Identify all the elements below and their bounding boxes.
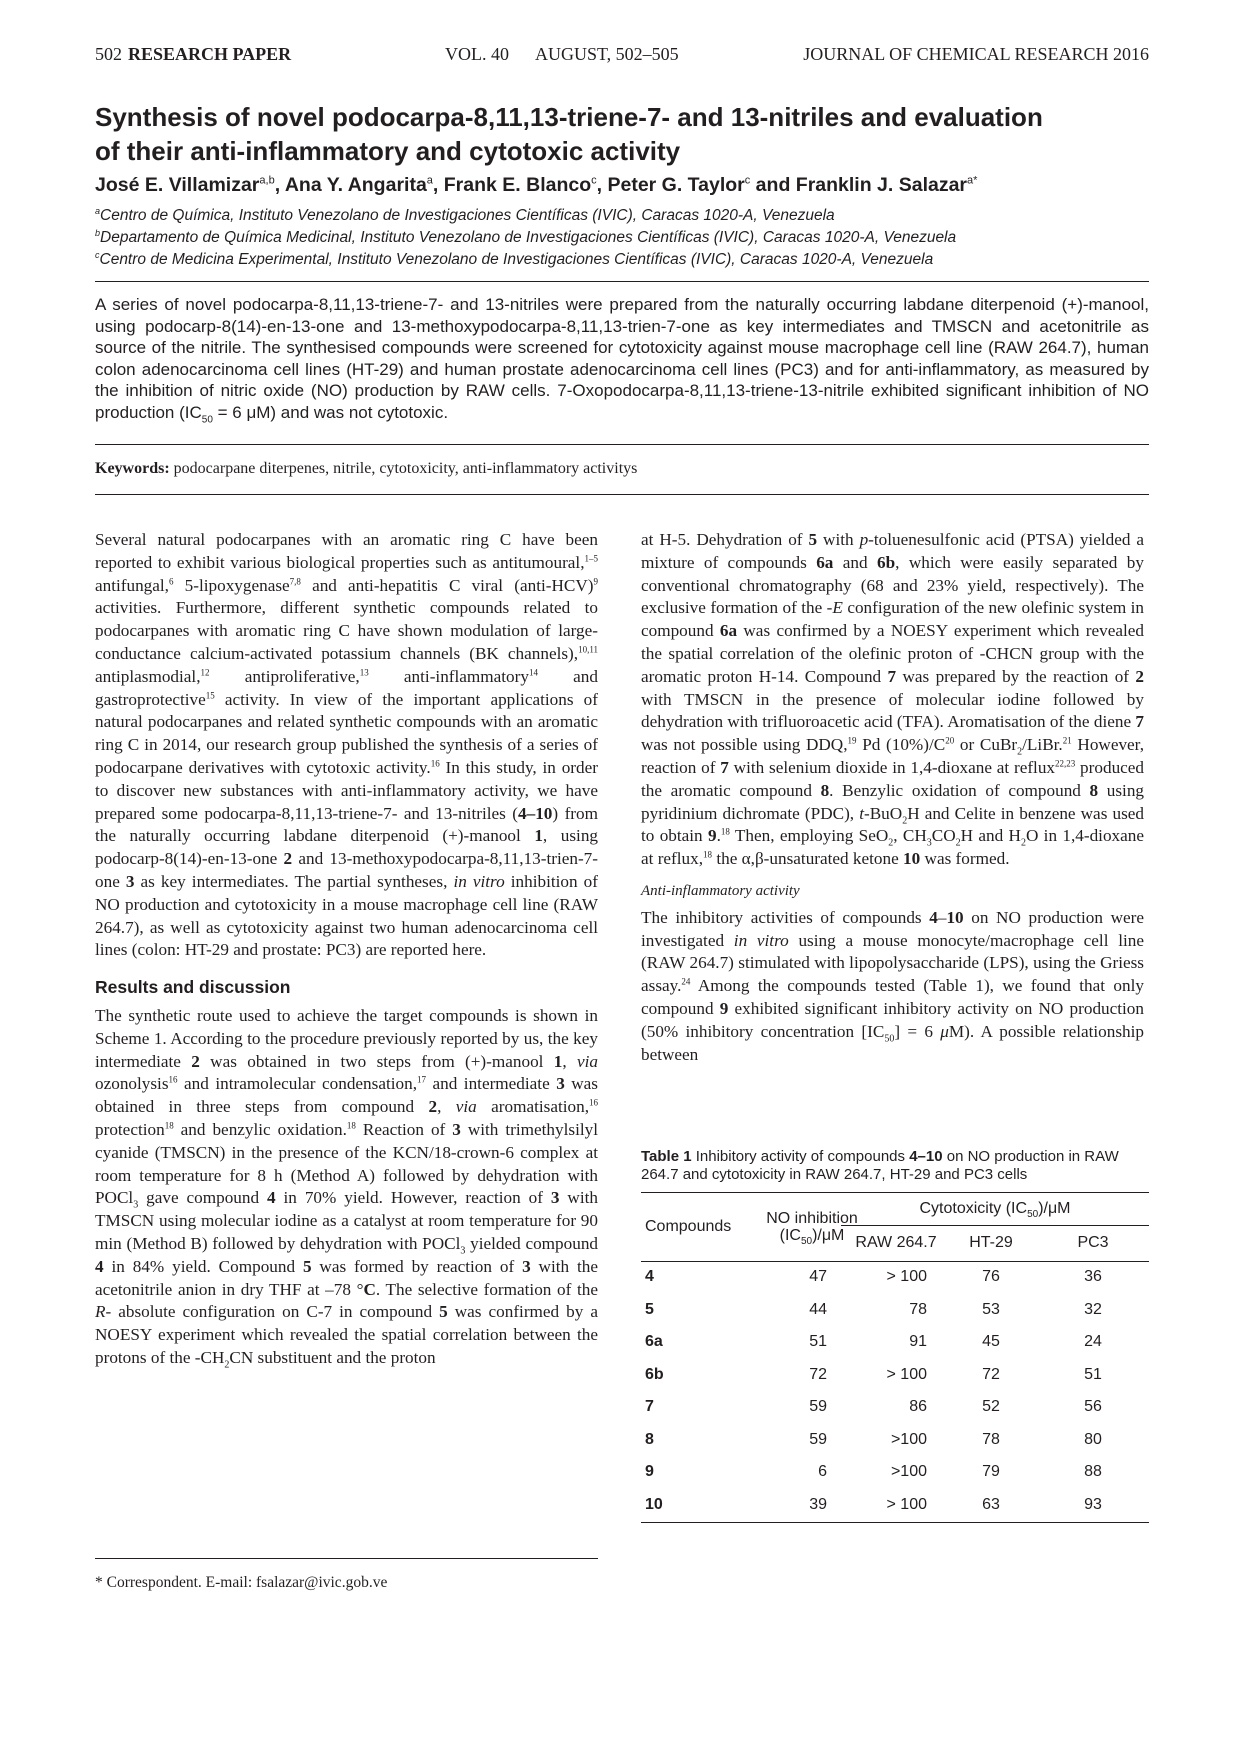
journal-name: JOURNAL OF CHEMICAL RESEARCH 2016 (803, 44, 1149, 64)
footnote: * Correspondent. E-mail: fsalazar@ivic.gob.ve (95, 1574, 388, 1591)
header-ht29: HT-29 (969, 1234, 1013, 1251)
cell-compound: 6a (645, 1333, 663, 1350)
cell-compound: 5 (645, 1300, 654, 1318)
author-separator: , (274, 174, 285, 196)
keywords: Keywords: podocarpane diterpenes, nitrile, cytotoxicity, anti-inflammatory activitys (95, 460, 638, 477)
body-column-left: Several natural podocarpanes with an aromatic ring C have been reported to exhibit various biological properties such as antitumoural,$^{1-5}$ antifungal,$^6$ 5-lipoxygenase$^{7,8}$ and anti-hepatitis C viral (anti-HCV)$^9$ activities. Furthermore, different synthetic compounds related to podocarpanes with aromatic ring C have shown modulation of large-conductance calcium-activated potassium channels (BK channels),$^{10,11}$ antiplasmodial,$^{12}$ antiproliferative,$^{13}$ anti-inflammatory$^{14}$ and gastroprotective$^{15}$ activity. In view of the important applications of natural podocarpanes and related synthetic compounds with an aromatic ring C in 2014, our research group published the synthesis of a series of podocarpane derivatives with cytotoxic activity.$^{16}$ In this study, in order to discover new substances with anti-inflammatory activity, we have prepared some podocarpa-8,11,13-triene-7- and 13-nitriles (4–10) from the naturally occurring labdane diterpenoid (+)-manool 1, using podocarp-8(14)-en-13-one 2 and 13-methoxypodocarpa-8,11,13-trien-7-one 3 as key intermediates. The partial syntheses, in vitro inhibition of NO production and cytotoxicity in a mouse macrophage cell line (RAW 264.7), as well as cytotoxicity against two human adenocarcinoma cell lines (colon: HT-29 and prostate: PC3) are reported here. Results and discussion The synthetic route used to achieve the target compounds is shown in Scheme 1. According to the procedure previously reported by us, the key intermediate 2 was obtained in two steps from (+)-manool 1, via ozonolysis$^{16}$ and intramolecular condensation,$^{17}$ and intermediate 3 was obtained in three steps from compound 2, via aromatisation,$^{16}$ protection$^{18}$ and benzylic oxidation.$^{18}$ Reaction of 3 with trimethylsilyl cyanide (TMSCN) in the presence of the KCN/18-crown-6 complex at room temperature for 8 h (Method A) followed by dehydration with POCl$_3$ gave compound 4 in 70% yield. However, reaction of 3 with TMSCN using molecular iodine as a catalyst at room temperature for 90 min (Method B) followed by dehydration with POCl$_3$ yielded compound 4 in 84% yield. Compound 5 was formed by reaction of 3 with the acetonitrile anion in dry THF at –78 °C. The selective formation of the R- absolute configuration on C-7 in compound 5 was confirmed by a NOESY experiment which revealed the spatial correlation between the protons of the $-CH_2CN$ substituent and the proton (95, 530, 599, 1371)
affiliation-b: $^b$Departamento de Química Medicinal, Instituto Venezolano de Investigaciones Científicas (IVIC), Caracas 1020-A, Venezuela (95, 228, 957, 247)
cell-ht29: 79 (982, 1463, 1000, 1480)
article-title: Synthesis of novel podocarpa-8,11,13-triene-7- and 13-nitriles and evaluation of their anti-inflammatory and cytotoxic activity (95, 102, 1043, 166)
author-separator: , (596, 174, 608, 196)
author-affiliation-mark: c (744, 174, 751, 187)
section-heading-anti-inflammatory: Anti-inflammatory activity (641, 882, 800, 899)
header-no-inhibition: NO inhibition $(IC_{50})/\mu M$ (766, 1210, 858, 1248)
abstract: A series of novel podocarpa-8,11,13-triene-7- and 13-nitriles were prepared from the naturally occurring labdane diterpenoid (+)-manool, using podocarp-8(14)-en-13-one and 13-methoxypodocarpa-8,11,13-trien-7-one as key intermediates and TMSCN and acetonitrile as source of the nitrile. The synthesised compounds were screened for cytotoxicity against mouse macrophage cell line (RAW 264.7), human colon adenocarcinoma cell lines (HT-29) and human prostate adenocarcinoma cell lines (PC3) and for anti-inflammatory, as measured by the inhibition of nitric oxide (NO) production by RAW cells. 7-Oxopodocarpa-8,11,13-triene-13-nitrile exhibited significant inhibition of NO production ($IC_{50} = 6$ μM) and was not cytotoxic. (95, 295, 1149, 425)
author-affiliation-mark: c (591, 174, 597, 187)
divider (95, 444, 1149, 445)
author-separator: , (432, 174, 444, 196)
header-compounds: Compounds (645, 1218, 732, 1235)
affiliation-c: $^c$Centro de Medicina Experimental, Instituto Venezolano de Investigaciones Científicas (IVIC), Caracas 1020-A, Venezuela (95, 250, 934, 269)
cell-pc3: 88 (1084, 1463, 1102, 1480)
cell-ht29: 45 (982, 1333, 1000, 1350)
cell-compound: 9 (645, 1463, 654, 1480)
cell-raw: >100 (890, 1463, 927, 1480)
author-name: José E. Villamizar (95, 174, 260, 196)
cell-pc3: 32 (1084, 1300, 1102, 1318)
table-caption: Table 1 Inhibitory activity of compounds 4–10 on NO production in RAW 264.7 and cytotoxicity in RAW 264.7, HT-29 and PC3 cells (641, 1148, 1119, 1183)
cell-raw: 91 (909, 1333, 927, 1350)
cell-no-inhibition: 72 (809, 1365, 827, 1383)
footnote-rule (95, 1558, 598, 1559)
header-raw: RAW 264.7 (855, 1234, 937, 1251)
cell-pc3: 51 (1084, 1365, 1102, 1383)
cell-ht29: 72 (982, 1365, 1000, 1383)
author-name: Franklin J. Salazar (795, 174, 968, 196)
issue: AUGUST, 502–505 (535, 44, 679, 64)
cell-raw: >100 (890, 1430, 927, 1448)
header-pc3: PC3 (1077, 1234, 1109, 1251)
cell-ht29: 63 (982, 1495, 1000, 1513)
cell-raw: 78 (909, 1300, 927, 1318)
volume: VOL. 40 (445, 44, 509, 64)
cell-no-inhibition: 6 (818, 1463, 827, 1480)
cell-compound: 10 (645, 1495, 663, 1513)
cell-no-inhibition: 47 (809, 1268, 827, 1285)
cell-compound: 8 (645, 1430, 654, 1448)
author-affiliation-mark: a* (967, 174, 978, 187)
table-top-rule (641, 1192, 1149, 1193)
cytotoxicity-rule (841, 1225, 1149, 1226)
cell-pc3: 24 (1084, 1333, 1102, 1350)
cell-no-inhibition: 51 (809, 1333, 827, 1350)
cell-compound: 4 (645, 1268, 654, 1285)
cell-no-inhibition: 44 (809, 1300, 827, 1318)
cell-raw: 86 (909, 1398, 927, 1415)
author-separator: and (750, 174, 796, 196)
header-rule (641, 1261, 1149, 1262)
cell-compound: 6b (645, 1365, 664, 1383)
table-bottom-rule (641, 1522, 1149, 1523)
section-heading-results: Results and discussion (95, 977, 291, 998)
author-name: Frank E. Blanco (443, 174, 592, 196)
cell-ht29: 78 (982, 1430, 1000, 1448)
affiliation-a: $^a$Centro de Química, Instituto Venezolano de Investigaciones Científicas (IVIC), Caracas 1020-A, Venezuela (95, 206, 835, 225)
cell-no-inhibition: 59 (809, 1430, 827, 1448)
cell-pc3: 56 (1084, 1398, 1102, 1415)
cell-pc3: 80 (1084, 1430, 1102, 1448)
page-number: 502 (95, 44, 122, 64)
author-list (95, 174, 1165, 197)
cell-raw: > 100 (886, 1268, 927, 1285)
divider (95, 281, 1149, 282)
author-affiliation-mark: a,b (259, 174, 275, 187)
header-cytotoxicity: Cytotoxicity $(IC_{50})/\mu M$ (919, 1200, 1071, 1221)
cell-ht29: 52 (982, 1398, 1000, 1415)
author-name: Peter G. Taylor (607, 174, 745, 196)
author-name: Ana Y. Angarita (284, 174, 427, 196)
cell-pc3: 93 (1084, 1495, 1102, 1513)
cell-no-inhibition: 59 (809, 1398, 827, 1415)
cell-raw: > 100 (886, 1495, 927, 1513)
section-label: RESEARCH PAPER (128, 44, 292, 64)
cell-compound: 7 (645, 1398, 654, 1415)
author-affiliation-mark: a (426, 174, 433, 187)
divider (95, 494, 1149, 495)
cell-ht29: 53 (982, 1300, 1000, 1318)
cell-pc3: 36 (1084, 1268, 1102, 1285)
cell-ht29: 76 (982, 1268, 1000, 1285)
cell-raw: > 100 (886, 1365, 927, 1383)
cell-no-inhibition: 39 (809, 1495, 827, 1513)
body-column-right: at H-5. Dehydration of 5 with p-toluenesulfonic acid (PTSA) yielded a mixture of compounds 6a and 6b, which were easily separated by conventional chromatography (68 and 23% yield, respectively). The exclusive formation of the -E configuration of the new olefinic system in compound 6a was confirmed by a NOESY experiment which revealed the spatial correlation of the olefinic proton of -CHCN group with the aromatic proton H-14. Compound 7 was prepared by the reaction of 2 with TMSCN in the presence of molecular iodine followed by dehydration with trifluoroacetic acid (TFA). Aromatisation of the diene 7 was not possible using DDQ,$^{19}$ Pd $(10\%)/C^{20}$ or CuBr$_2$/LiBr.$^{21}$ However, reaction of 7 with selenium dioxide in 1,4-dioxane at reflux$^{22,23}$ produced the aromatic compound 8. Benzylic oxidation of compound 8 using pyridinium dichromate (PDC), t-BuO$_2$H and Celite in benzene was used to obtain 9.18 Then, employing SeO$_2$, $CH_3CO_2H$ and $H_2O$ in 1,4-dioxane at reflux,$^{18}$ the α,β-unsaturated ketone 10 was formed. Anti-inflammatory activity The inhibitory activities of compounds 4–10 on NO production were investigated in vitro using a mouse monocyte/macrophage cell line (RAW 264.7) stimulated with lipopolysaccharide (LPS), using the Griess assay.$^{24}$ Among the compounds tested (Table 1), we found that only compound 9 exhibited significant inhibitory activity on NO production (50% inhibitory concentration $[IC_{50}] = 6$ μM). A possible relationship between (641, 530, 1145, 1064)
running-header (95, 44, 1149, 68)
